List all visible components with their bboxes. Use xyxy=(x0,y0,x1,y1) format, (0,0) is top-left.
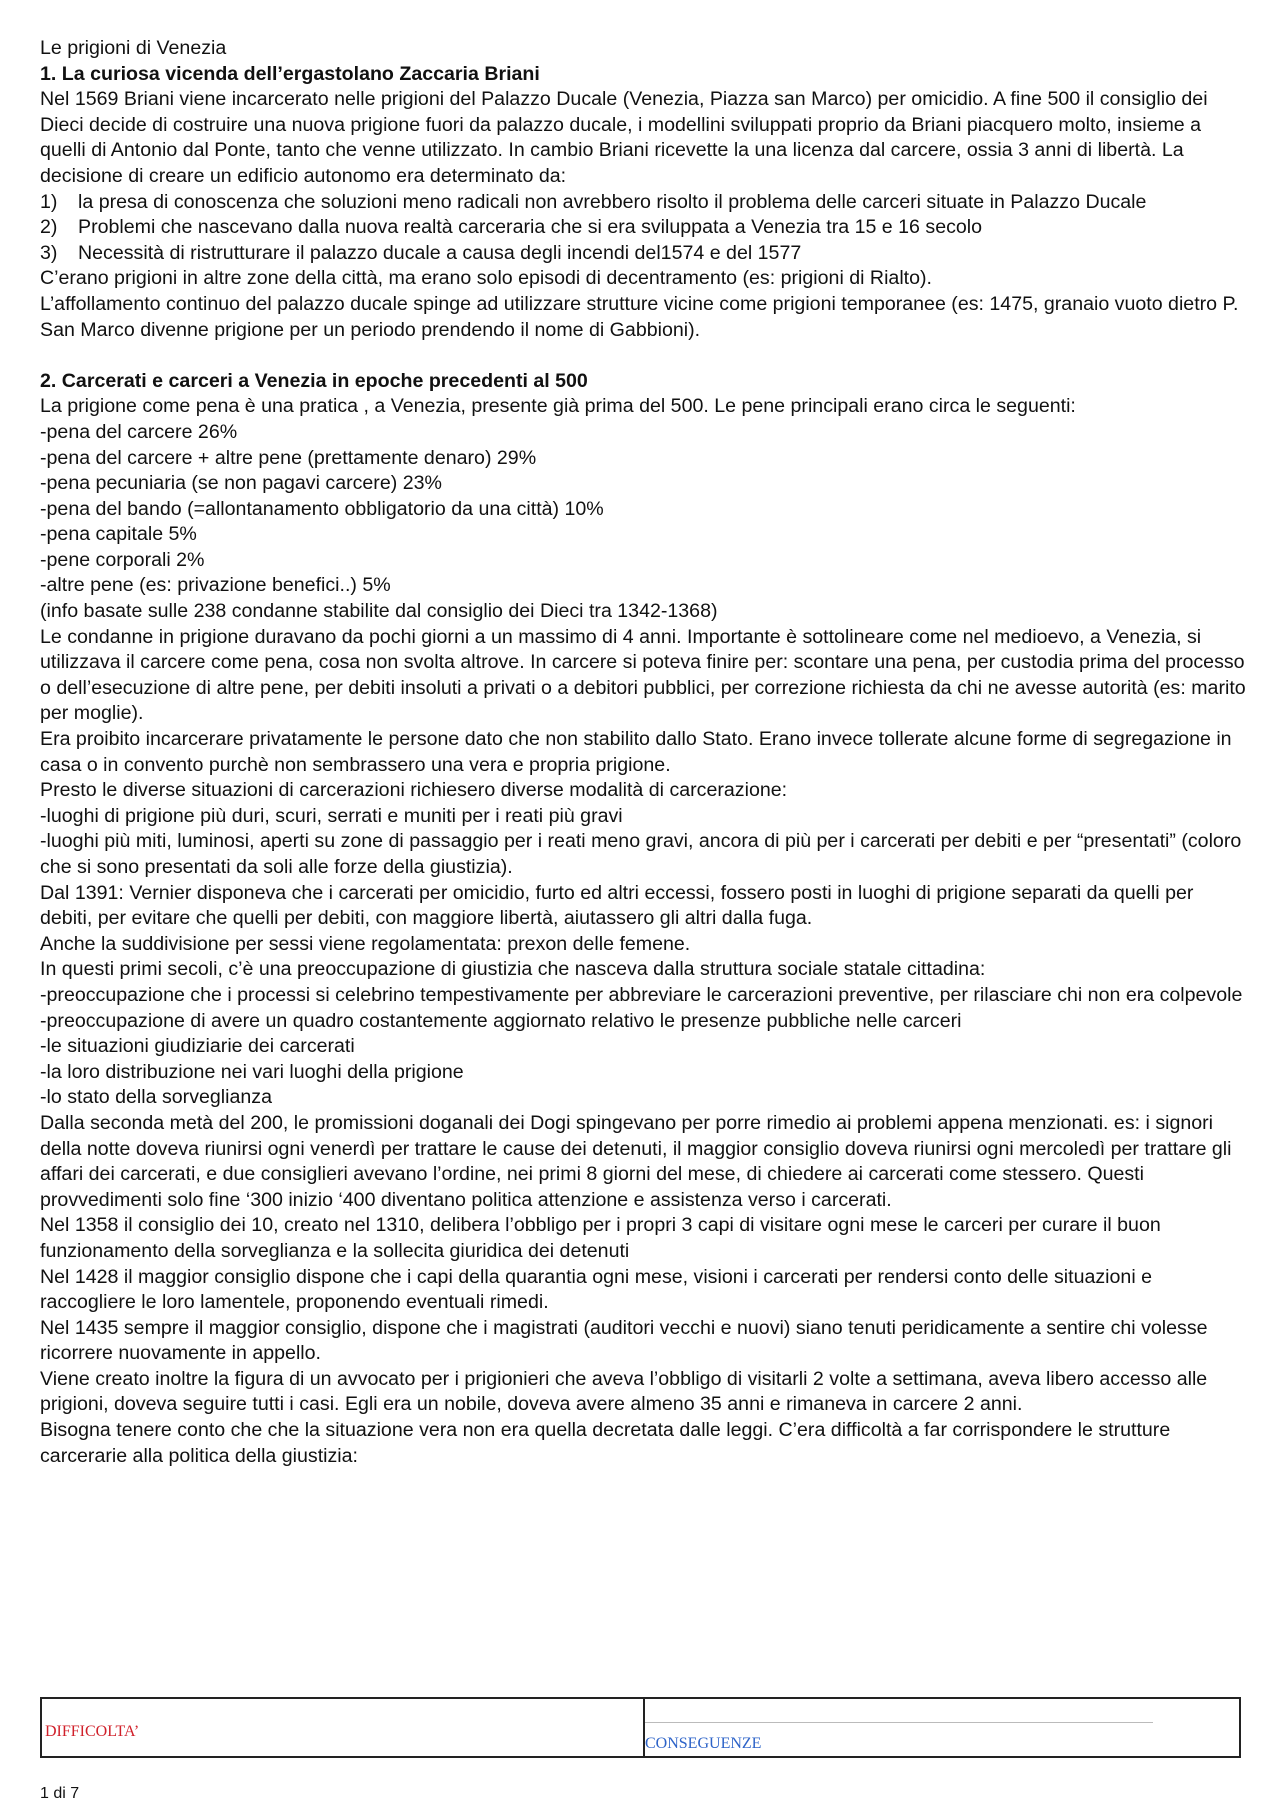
list-number: 2) xyxy=(40,216,58,239)
section-2-paragraph: Nel 1358 il consiglio dei 10, creato nel 1310, delibera l’obbligo per i propri 3 capi di visitare ogni mese le carceri per curare il buon funzionamento della sorveglianza e la sollecita giuridica dei detenuti xyxy=(40,1214,1161,1262)
section-2-paragraph: -pena pecuniaria (se non pagavi carcere) 23% xyxy=(40,472,442,495)
section-2-paragraph: -le situazioni giudiziarie dei carcerati xyxy=(40,1035,355,1058)
list-text: Necessità di ristrutturare il palazzo ducale a causa degli incendi del1574 e del 1577 xyxy=(78,241,802,264)
section-2-paragraph: -pena del carcere + altre pene (prettamente denaro) 29% xyxy=(40,446,537,469)
list-item xyxy=(40,190,1250,216)
section-2-paragraph: -pena capitale 5% xyxy=(40,523,197,546)
page-number: 1 di 7 xyxy=(40,1785,80,1802)
list-text: la presa di conoscenza che soluzioni meno radicali non avrebbero risolto il problema delle carceri situate in Palazzo Ducale xyxy=(78,190,1147,213)
section-2-paragraph: Anche la suddivisione per sessi viene regolamentata: prexon delle femene. xyxy=(40,932,691,955)
section-2-paragraph: -pene corporali 2% xyxy=(40,548,205,571)
list-number: 3) xyxy=(40,241,58,264)
section-2-paragraph: Dalla seconda metà del 200, le promissioni doganali dei Dogi spingevano per porre rimedio ai problemi appena menzionati. es: i signori della notte doveva riunirsi ogni venerdì per trattare le cause dei detenuti, il maggior consiglio doveva riunirsi ogni mercoledì per trattare gli affari dei carcerati, e due consiglieri avevano l’ordine, nei primi 8 giorni del mese, di chiedere ai carcerati come stessero. Questi provvedimenti solo fine ‘300 inizio ‘400 diventano politica attenzione e assistenza verso i carcerati. xyxy=(40,1111,1232,1211)
section-1-intro: Nel 1569 Briani viene incarcerato nelle prigioni del Palazzo Ducale (Venezia, Piazza san Marco) per omicidio. A fine 500 il consiglio dei Dieci decide di costruire una nuova prigione fuori da palazzo ducale, i modellini sviluppati proprio da Briani piacquero molto, insieme a quelli di Antonio dal Ponte, tanto che venne utilizzato. In cambio Briani ricevette la una licenza dal carcere, ossia 3 anni di libertà. La decisione di creare un edificio autonomo era determinato da: xyxy=(40,88,1208,187)
list-item xyxy=(40,241,1250,267)
section-2-paragraph: (info basate sulle 238 condanne stabilite dal consiglio dei Dieci tra 1342-1368) xyxy=(40,600,718,623)
table-cell-difficulties xyxy=(42,1699,645,1756)
section-2-paragraph: -luoghi più miti, luminosi, aperti su zone di passaggio per i reati meno gravi, ancora di più per i carcerati per debiti e per “presentati” (coloro che si sono presentati da soli alle forze della giustizia). xyxy=(40,830,1242,878)
section-2-paragraph: In questi primi secoli, c’è una preoccupazione di giustizia che nasceva dalla struttura sociale statale cittadina: xyxy=(40,958,986,981)
list-number: 1) xyxy=(40,190,58,213)
section-2-paragraph: -pena del bando (=allontanamento obbligatorio da una città) 10% xyxy=(40,497,604,520)
section-1-heading: 1. La curiosa vicenda dell’ergastolano Zaccaria Briani xyxy=(40,62,540,85)
section-spacer xyxy=(40,343,1250,369)
section-2-paragraph: Nel 1428 il maggior consiglio dispone che i capi della quarantia ogni mese, visioni i carcerati per rendersi conto delle situazioni e raccogliere le loro lamentele, proponendo eventuali rimedi. xyxy=(40,1265,1153,1314)
section-2-paragraph: -preoccupazione che i processi si celebrino tempestivamente per abbreviare le carcerazioni preventive, per rilasciare chi non era colpevole xyxy=(40,983,1243,1006)
section-2-paragraph: -preoccupazione di avere un quadro costantemente aggiornato relativo le presenze pubbliche nelle carceri xyxy=(40,1009,962,1032)
section-2-body xyxy=(40,394,1250,1469)
difficulties-table xyxy=(40,1697,1241,1758)
section-2-paragraph: Presto le diverse situazioni di carcerazioni richiesero diverse modalità di carcerazione: xyxy=(40,779,788,802)
section-2-paragraph: Nel 1435 sempre il maggior consiglio, dispone che i magistrati (auditori vecchi e nuovi) siano tenuti peridicamente a sentire chi volesse ricorrere nuovamente in appello. xyxy=(40,1316,1208,1365)
section-1-paragraph: C’erano prigioni in altre zone della città, ma erano solo episodi di decentramento (es: prigioni di Rialto). xyxy=(40,267,932,290)
document-page xyxy=(40,36,1250,1469)
section-2-paragraph: -lo stato della sorveglianza xyxy=(40,1086,272,1109)
table-header-consequences: CONSEGUENZE xyxy=(645,1735,762,1752)
section-1-paragraph: L’affollamento continuo del palazzo ducale spinge ad utilizzare strutture vicine come prigioni temporanee (es: 1475, granaio vuoto dietro P. San Marco divenne prigione per un periodo prendendo il nome di Gabbioni). xyxy=(40,292,1239,341)
section-1-list xyxy=(40,190,1250,267)
document-title: Le prigioni di Venezia xyxy=(40,37,227,59)
cell-divider-line xyxy=(645,1722,1153,1723)
section-2-paragraph: Viene creato inoltre la figura di un avvocato per i prigionieri che aveva l’obbligo di visitarli 2 volte a settimana, aveva libero accesso alle prigioni, doveva seguire tutti i casi. Egli era un nobile, doveva avere almeno 35 anni e rimaneva in carcere 2 anni. xyxy=(40,1367,1208,1416)
section-2-paragraph: -altre pene (es: privazione benefici..) 5% xyxy=(40,574,391,597)
section-2-paragraph: -pena del carcere 26% xyxy=(40,420,238,443)
section-2-paragraph: -la loro distribuzione nei vari luoghi della prigione xyxy=(40,1060,464,1083)
list-text: Problemi che nascevano dalla nuova realtà carceraria che si era sviluppata a Venezia tra 15 e 16 secolo xyxy=(78,216,983,239)
section-2-heading: 2. Carcerati e carceri a Venezia in epoche precedenti al 500 xyxy=(40,369,588,392)
section-2-paragraph: La prigione come pena è una pratica , a Venezia, presente già prima del 500. Le pene principali erano circa le seguenti: xyxy=(40,395,1076,418)
section-2-paragraph: Era proibito incarcerare privatamente le persone dato che non stabilito dallo Stato. Erano invece tollerate alcune forme di segregazione in casa o in convento purchè non sembrassero una vera e propria prigione. xyxy=(40,728,1232,776)
list-item xyxy=(40,215,1250,241)
section-2-paragraph: Bisogna tenere conto che che la situazione vera non era quella decretata dalle leggi. C’era difficoltà a far corrispondere le strutture carcerarie alla politica della giustizia: xyxy=(40,1419,1171,1467)
section-2-paragraph: Dal 1391: Vernier disponeva che i carcerati per omicidio, furto ed altri eccessi, fossero posti in luoghi di prigione separati da quelli per debiti, per evitare che quelli per debiti, con maggiore libertà, aiutassero gli altri dalla fuga. xyxy=(40,881,1194,930)
section-2-paragraph: Le condanne in prigione duravano da pochi giorni a un massimo di 4 anni. Importante è sottolineare come nel medioevo, a Venezia, si utilizzava il carcere come pena, cosa non svolta altrove. In carcere si poteva finire per: scontare una pena, per custodia prima del processo o dell’esecuzione di altre pene, per debiti insoluti a privati o a debitori pubblici, per correzione richiesta da chi ne avesse autorità (es: marito per moglie). xyxy=(40,625,1246,725)
section-2-paragraph: -luoghi di prigione più duri, scuri, serrati e muniti per i reati più gravi xyxy=(40,804,623,827)
table-cell-consequences xyxy=(645,1699,1239,1756)
table-header-difficulties: DIFFICOLTA’ xyxy=(45,1723,140,1740)
